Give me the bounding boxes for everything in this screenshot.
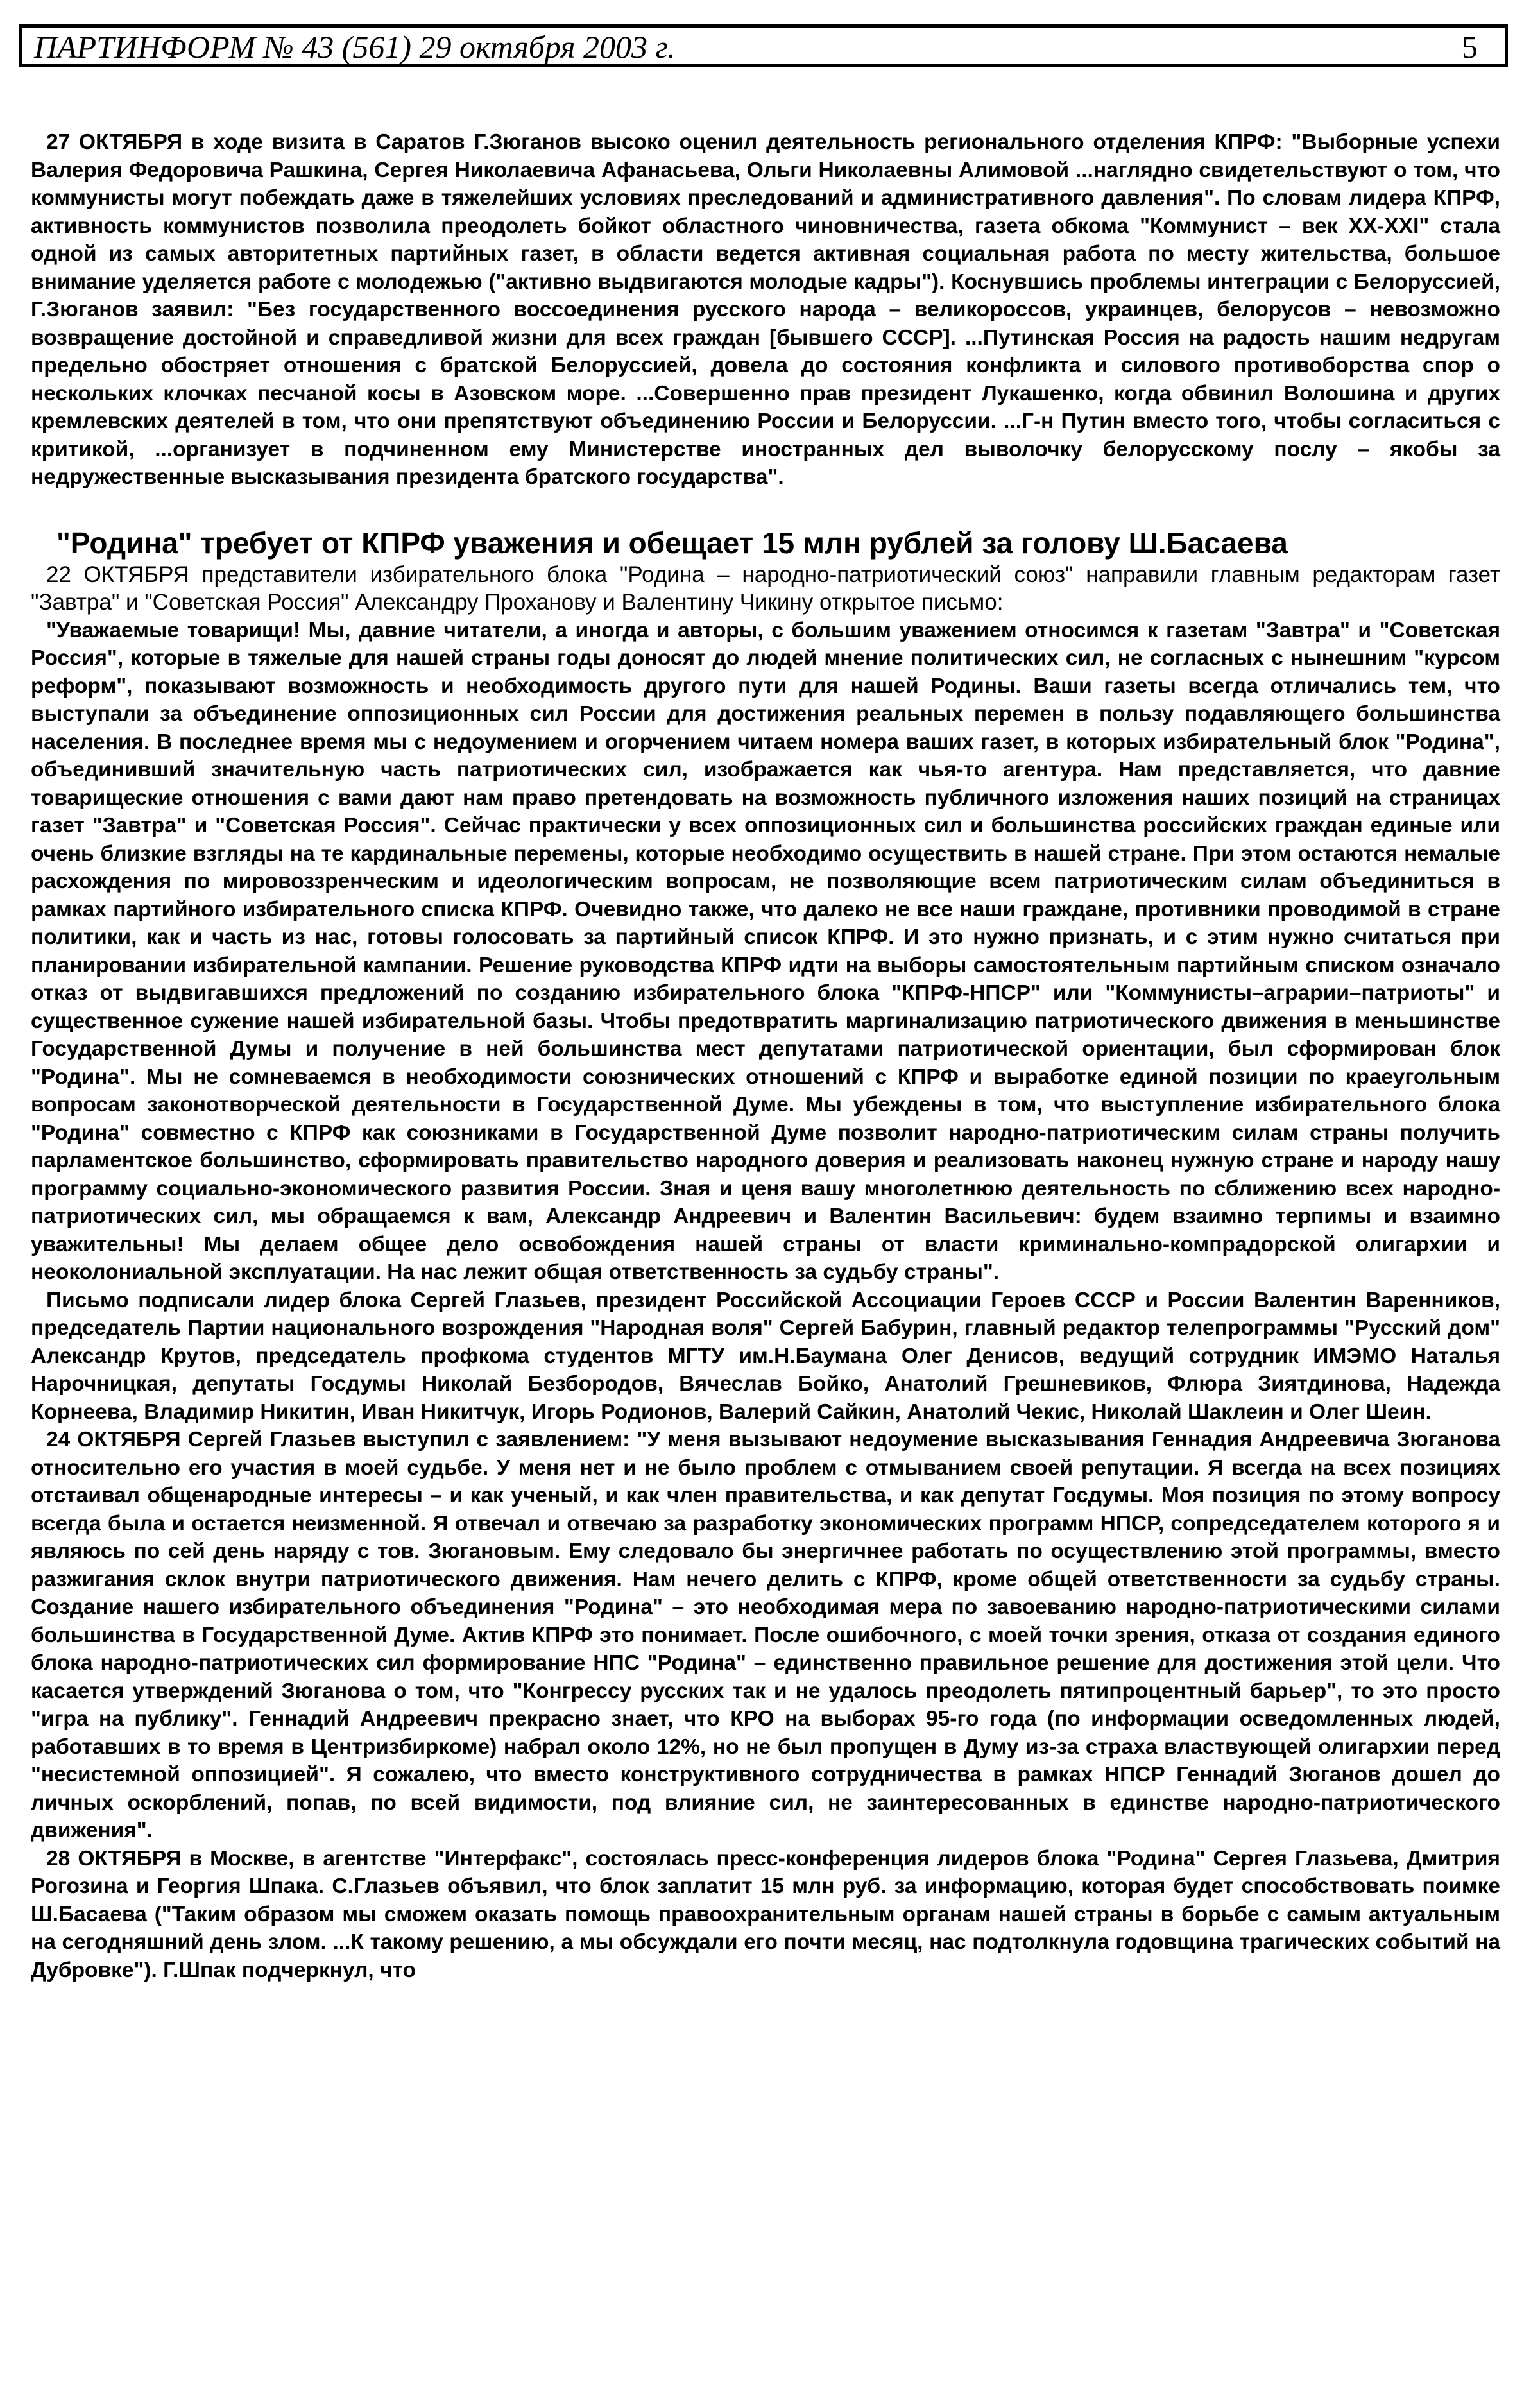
article-oct24-paragraph [31,1426,1500,1845]
article-oct27-paragraph [31,128,1500,492]
page-number: 5 [1462,29,1478,65]
article-oct28-paragraph [31,1845,1500,1985]
page-content [31,128,1500,1984]
page-header [19,24,1508,67]
article-oct28-date: 28 ОКТЯБРЯ [46,1846,182,1871]
letter-signatories: Письмо подписали лидер блока Сергей Глазьев, президент Российской Ассоциации Героев СССР и России Валентин Варенников, председатель Партии национального возрождения "Народная воля" Сергей Бабурин, главный редактор телепрограммы "Русский дом" Александр Крутов, председатель профкома студентов МГТУ им.Н.Баумана Олег Денисов, ведущий сотрудник ИМЭМО Наталья Нарочницкая, депутаты Госдумы Николай Безбородов, Вячеслав Бойко, Анатолий Грешневиков, Флюра Зиятдинова, Надежда Корнеева, Владимир Никитин, Иван Никитчук, Игорь Родионов, Валерий Сайкин, Анатолий Чекис, Николай Шаклеин и Олег Шеин. [31,1288,1500,1424]
article-oct27-date: 27 ОКТЯБРЯ [46,130,183,154]
article-oct28-text: в Москве, в агентстве "Интерфакс", состоялась пресс-конференция лидеров блока "Родина" Сергея Глазьева, Дмитрия Рогозина и Георгия Шпака. С.Глазьев объявил, что блок заплатит 15 млн руб. за информацию, которая будет способствовать поимке Ш.Басаева ("Таким образом мы сможем оказать помощь правоохранительным органам нашей страны в борьбе с самым актуальным на сегодняшний день злом. ...К такому решению, а мы обсуждали его почти месяц, нас подтолкнула годовщина трагических событий на Дубровке"). Г.Шпак подчеркнул, что [31,1846,1500,1982]
article-oct27-text: в ходе визита в Саратов Г.Зюганов высоко оценил деятельность регионального отделения КПРФ: "Выборные успехи Валерия Федоровича Рашкина, Сергея Николаевича Афанасьева, Ольги Николаевны Алимовой ...наглядно свидетельствуют о том, что коммунисты могут побеждать даже в тяжелейших условиях преследований и административного давления". По словам лидера КПРФ, активность коммунистов позволила преодолеть бойкот областного чиновничества, газета обкома "Коммунист – век XX-XXI" стала одной из самых авторитетных партийных газет, в области ведется активная социальная работа по месту жительства, большое внимание уделяется работе с молодежью ("активно выдвигаются молодые кадры"). Коснувшись проблемы интеграции с Белоруссией, Г.Зюганов заявил: "Без государственного воссоединения русского народа – великороссов, украинцев, белорусов – невозможно возвращение достойной и справедливой жизни для всех граждан [бывшего СССР]. ...Путинская Россия на радость нашим недругам предельно обостряет отношения с братской Белоруссией, довела до состояния конфликта и силового противоборства спор о нескольких клочках песчаной косы в Азовском море. ...Совершенно прав президент Лукашенко, когда обвинил Волошина и других кремлевских деятелей в том, что они препятствуют объединению России и Белоруссии. ...Г-н Путин вместо того, чтобы согласиться с критикой, ...организует в подчиненном ему Министерстве иностранных дел выволочку белорусскому послу – якобы за недружественные высказывания президента братского государства". [31,130,1500,489]
newspaper-issue-title: ПАРТИНФОРМ № 43 (561) 29 октября 2003 г. [34,29,676,65]
article-rodina-headline: "Родина" требует от КПРФ уважения и обещает 15 млн рублей за голову Ш.Басаева [56,526,1288,560]
article-rodina-lead: 22 ОКТЯБРЯ представители избирательного блока "Родина – народно-патриотический союз" направили главным редакторам газет "Завтра" и "Советская Россия" Александру Проханову и Валентину Чикину открытое письмо: [31,561,1500,615]
open-letter-text: "Уважаемые товарищи! Мы, давние читатели, а иногда и авторы, с большим уважением относимся к газетам "Завтра" и "Советская Россия", которые в тяжелые для нашей страны годы доносят до людей мнение политических сил, не согласных с нынешним "курсом реформ", показывают возможность и необходимость другого пути для нашей Родины. Ваши газеты всегда отличались тем, что выступали за объединение оппозиционных сил России для достижения реальных перемен в пользу подавляющего большинства населения. В последнее время мы с недоумением и огорчением читаем номера ваших газет, в которых избирательный блок "Родина", объединивший значительную часть патриотических сил, изображается как чья-то агентура. Нам представляется, что давние товарищеские отношения с вами дают нам право претендовать на возможность публичного изложения наших позиций на страницах газет "Завтра" и "Советская Россия". Сейчас практически у всех оппозиционных сил и большинства российских граждан единые или очень близкие взгляды на те кардинальные перемены, которые необходимо осуществить в нашей стране. При этом остаются немалые расхождения по мировоззренческим и идеологическим вопросам, не позволяющие всем патриотическим силам объединиться в рамках партийного избирательного списка КПРФ. Очевидно также, что далеко не все наши граждане, противники проводимой в стране политики, как и часть из нас, готовы голосовать за партийный список КПРФ. И это нужно признать, и с этим нужно считаться при планировании избирательной кампании. Решение руководства КПРФ идти на выборы самостоятельным партийным списком означало отказ от выдвигавшихся предложений по созданию избирательного блока "КПРФ-НПСР" или "Коммунисты–аграрии–патриоты" и существенное сужение нашей избирательной базы. Чтобы предотвратить маргинализацию патриотического движения в меньшинстве Государственной Думы и получение в ней большинства мест депутатами патриотической ориентации, был сформирован блок "Родина". Мы не сомневаемся в необходимости союзнических отношений с КПРФ и выработке единой позиции по краеугольным вопросам законотворческой деятельности в Государственной Думе. Мы убеждены в том, что выступление избирательного блока "Родина" совместно с КПРФ как союзниками в Государственной Думе позволит народно-патриотическим силам страны получить парламентское большинство, сформировать правительство народного доверия и реализовать наконец нужную стране и народу нашу программу социально-экономического развития России. Зная и ценя вашу многолетнюю деятельность по сближению всех народно-патриотических сил, мы обращаемся к вам, Александр Андреевич и Валентин Васильевич: будем взаимно терпимы и взаимно уважительны! Мы делаем общее дело освобождения нашей страны от власти криминально-компрадорской олигархии и неоколониальной эксплуатации. На нас лежит общая ответственность за судьбу страны". [31,618,1500,1284]
article-oct24-text: Сергей Глазьев выступил с заявлением: "У меня вызывают недоумение высказывания Геннадия Андреевича Зюганова относительно его участия в моей судьбе. У меня нет и не было проблем с отмыванием своей репутации. Я всегда на всех позициях отстаивал общенародные интересы – и как ученый, и как член правительства, и как депутат Госдумы. Моя позиция по этому вопросу всегда была и остается неизменной. Я отвечал и отвечаю за разработку экономических программ НПСР, сопредседателем которого я и являюсь по сей день наряду с тов. Зюгановым. Ему следовало бы энергичнее работать по осуществлению этой программы, вместо разжигания склок внутри патриотического движения. Нам нечего делить с КПРФ, кроме общей ответственности за судьбу страны. Создание нашего избирательного объединения "Родина" – это необходимая мера по завоеванию народно-патриотическими силами большинства в Государственной Думе. Актив КПРФ это понимает. После ошибочного, с моей точки зрения, отказа от создания единого блока народно-патриотических сил формирование НПС "Родина" – единственно правильное решение для достижения этой цели. Что касается утверждений Зюганова о том, что "Конгрессу русских так и не удалось преодолеть пятипроцентный барьер", то это просто "игра на публику". Геннадий Андреевич прекрасно знает, что КРО на выборах 95-го года (по информации осведомленных людей, работавших в то время в Центризбиркоме) набрал около 12%, но не был пропущен в Думу из-за страха властвующей олигархии перед "несистемной оппозицией". Я сожалею, что вместо конструктивного сотрудничества в рамках НПСР Геннадий Зюганов дошел до личных оскорблений, попав, по всей видимости, под влияние сил, не заинтересованных в единстве народно-патриотического движения". [31,1428,1500,1842]
article-oct24-date: 24 ОКТЯБРЯ [46,1428,181,1452]
